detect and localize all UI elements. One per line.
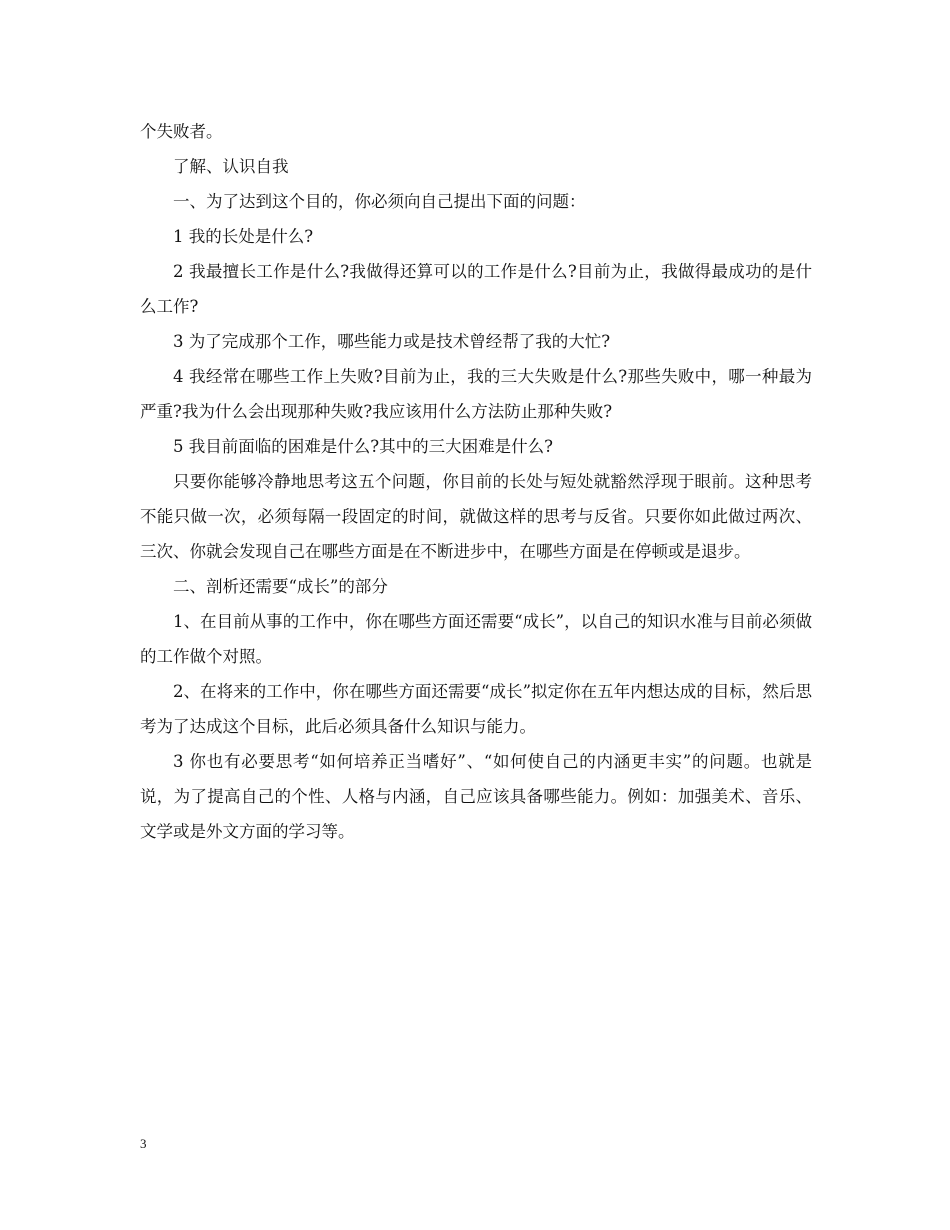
section-heading-growth: 二、剖析还需要“成长”的部分 — [173, 577, 388, 596]
growth-point-3: 3 你也有必要思考“如何培养正当嗜好”、“如何使自己的内涵更丰实”的问题。也就是说，为了提高自己的个性、人格与内涵，自己应该具备哪些能力。例如：加强美术、音乐、文学或是外文方面的学习等。 — [140, 752, 812, 841]
growth-point-2: 2、在将来的工作中，你在哪些方面还需要“成长”拟定你在五年内想达成的目标，然后思考为了达成这个目标，此后必须具备什么知识与能力。 — [140, 682, 812, 736]
paragraph-continuation: 个失败者。 — [140, 122, 223, 141]
section-heading-self-knowledge: 了解、认识自我 — [173, 157, 289, 176]
question-4: 4 我经常在哪些工作上失败?目前为止，我的三大失败是什么?那些失败中，哪一种最为严重?我为什么会出现那种失败?我应该用什么方法防止那种失败? — [140, 367, 812, 421]
question-3: 3 为了完成那个工作，哪些能力或是技术曾经帮了我的大忙? — [173, 332, 611, 351]
document-body — [140, 114, 812, 849]
paragraph-reflection: 只要你能够冷静地思考这五个问题，你目前的长处与短处就豁然浮现于眼前。这种思考不能只做一次，必须每隔一段固定的时间，就做这样的思考与反省。只要你如此做过两次、三次、你就会发现自己在哪些方面是在不断进步中，在哪些方面是在停顿或是退步。 — [140, 472, 812, 561]
paragraph-questions-intro: 一、为了达到这个目的，你必须向自己提出下面的问题： — [173, 192, 586, 211]
question-2: 2 我最擅长工作是什么?我做得还算可以的工作是什么?目前为止，我做得最成功的是什么工作? — [140, 262, 812, 316]
question-5: 5 我目前面临的困难是什么?其中的三大困难是什么? — [173, 437, 553, 456]
page-number: 3 — [140, 1136, 147, 1151]
question-1: 1 我的长处是什么? — [173, 227, 314, 246]
growth-point-1: 1、在目前从事的工作中，你在哪些方面还需要“成长”，以自己的知识水准与目前必须做的工作做个对照。 — [140, 612, 812, 666]
